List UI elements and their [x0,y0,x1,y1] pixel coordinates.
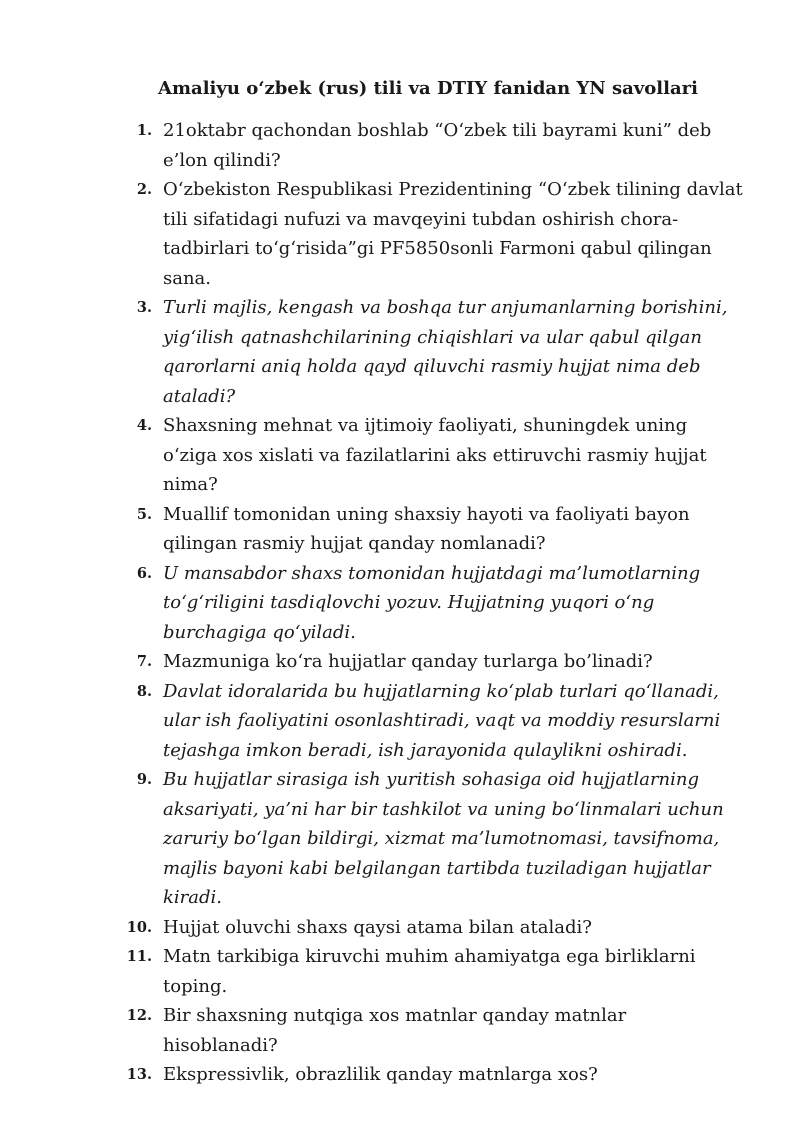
question-item [0,293,743,411]
question-number: 4. [136,417,152,434]
question-text: U mansabdor shaxs tomonidan hujjatdagi ma’lumotlarning to‘g‘riligini tasdiqlovchi yozuv. Hujjatning yuqori o‘ng burchagiga qo‘yiladi. [163,562,701,643]
question-number: 8. [136,682,152,700]
question-item [0,913,743,943]
question-text: Muallif tomonidan uning shaxsiy hayoti va faoliyati bayon qilingan rasmiy hujjat qanday nomlanadi? [163,503,690,554]
question-item [0,411,743,500]
question-text: Ekspressivlik, obrazlilik qanday matnlarga xos? [163,1064,598,1085]
question-number: 10. [126,918,152,936]
question-item [0,942,743,1001]
question-item [0,175,743,293]
question-number: 9. [136,771,152,788]
question-text: Hujjat oluvchi shaxs qaysi atama bilan ataladi? [163,916,592,938]
question-text: Bu hujjatlar sirasiga ish yuritish sohasiga oid hujjatlarning aksariyati, ya’ni har bir tashkilot va uning bo‘linmalari uchun zaruriy bo‘lgan bildirgi, xizmat ma’lumotnomasi, tavsifnoma, majlis bayoni kabi belgilangan tartibda tuziladigan hujjatlar kiradi. [163,769,724,908]
question-item [0,116,743,175]
question-text: Shaxsning mehnat va ijtimoiy faoliyati, shuningdek uning o‘ziga xos xislati va fazilatlarini aks ettiruvchi rasmiy hujjat nima? [163,415,707,495]
question-text: Mazmuniga ko‘ra hujjatlar qanday turlarga bo’linadi? [163,651,653,672]
question-number: 3. [136,299,152,316]
question-item [0,1001,743,1060]
question-number: 1. [136,122,152,139]
question-item [0,1060,743,1090]
question-number: 6. [136,564,152,582]
question-number: 2. [136,181,152,198]
question-number: 5. [136,505,152,523]
question-item [0,677,743,766]
question-item [0,765,743,913]
question-list [0,116,743,1090]
question-text: O‘zbekiston Respublikasi Prezidentining “O‘zbek tilining davlat tili sifatidagi nufuzi va mavqeyini tubdan oshirish chora-tadbirlari to‘g‘risida”gi PF5850sonli Farmoni qabul qilingan sana. [163,179,743,289]
question-text: 21oktabr qachondan boshlab “O‘zbek tili bayrami kuni” deb e’lon qilindi? [163,120,712,171]
question-text: Turli majlis, kengash va boshqa tur anjumanlarning borishini, yig‘ilish qatnashchilarining chiqishlari va ular qabul qilgan qarorlarni aniq holda qayd qiluvchi rasmiy hujjat nima deb ataladi? [163,297,728,407]
question-item [0,647,743,677]
question-item [0,500,743,559]
question-text: Bir shaxsning nutqiga xos matnlar qanday matnlar hisoblanadi? [163,1005,627,1056]
question-number: 13. [126,1066,152,1083]
question-number: 7. [136,653,152,670]
question-text: Matn tarkibiga kiruvchi muhim ahamiyatga ega birliklarni toping. [163,946,696,997]
question-number: 12. [126,1007,152,1024]
document-title: Amaliyu o‘zbek (rus) tili va DTIY fanidan YN savollari [158,78,698,99]
question-text: Davlat idoralarida bu hujjatlarning ko‘plab turlari qo‘llanadi, ular ish faoliyatini osonlashtiradi, vaqt va moddiy resurslarni tejashga imkon beradi, ish jarayonida qulaylikni oshiradi. [163,680,721,761]
question-number: 11. [126,948,152,965]
question-item [0,559,743,648]
